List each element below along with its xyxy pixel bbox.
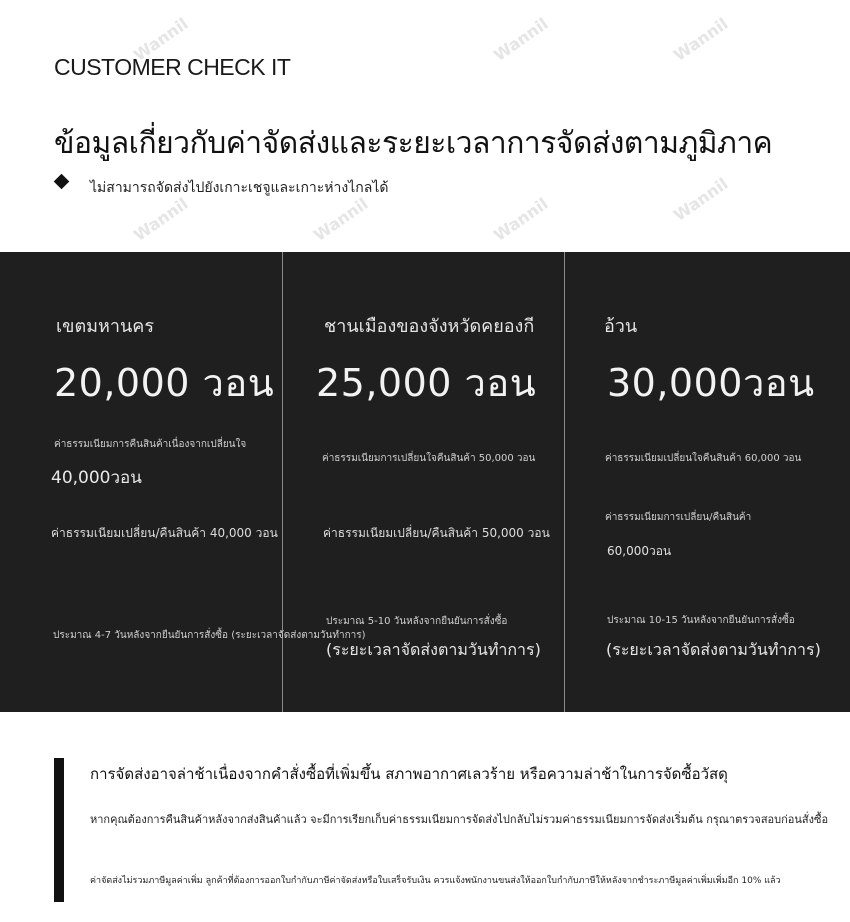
delivery-note: (ระยะเวลาจัดส่งตามวันทำการ) [326,640,541,659]
diamond-bullet-icon [54,174,70,190]
watermark: Wannil [130,194,192,245]
watermark: Wannil [490,194,552,245]
delivery-time: ประมาณ 4-7 วันหลังจากยืนยันการสั่งซื้อ (ระยะเวลาจัดส่งตามวันทำการ) [53,630,366,641]
watermark: Wannil [130,14,192,65]
return-fee-label: ค่าธรรมเนียมเปลี่ยนใจคืนสินค้า 60,000 วอน [605,453,802,464]
exchange-fee: ค่าธรรมเนียมเปลี่ยน/คืนสินค้า 50,000 วอน [323,526,550,540]
notice-accent-bar [54,758,64,902]
delivery-note: (ระยะเวลาจัดส่งตามวันทำการ) [606,640,821,659]
region-fee: 30,000วอน [607,361,815,405]
brand-title: CUSTOMER CHECK IT [54,54,291,80]
watermark: Wannil [670,14,732,65]
column-divider [564,252,565,712]
return-shipping-notice: หากคุณต้องการคืนสินค้าหลังจากส่งสินค้าแล้ว จะมีการเรียกเก็บค่าธรรมเนียมการจัดส่งไปกลับไม่รวมค่าธรรมเนียมการจัดส่งเริ่มต้น กรุณาตรวจสอบก่อนสั่งซื้อ [90,813,829,826]
return-fee-label: ค่าธรรมเนียมการคืนสินค้าเนื่องจากเปลี่ยนใจ [54,439,247,450]
return-fee-amount: 40,000วอน [51,468,142,488]
exchange-fee-label: ค่าธรรมเนียมการเปลี่ยน/คืนสินค้า [605,512,752,523]
watermark: Wannil [670,174,732,225]
region-name: เขตมหานคร [56,316,154,337]
region-fee: 25,000 วอน [316,361,537,405]
delivery-time: ประมาณ 10-15 วันหลังจากยืนยันการสั่งซื้อ [607,615,795,626]
page-title: ข้อมูลเกี่ยวกับค่าจัดส่งและระยะเวลาการจัดส่งตามภูมิภาค [54,126,773,161]
region-fee: 20,000 วอน [54,361,275,405]
region-name: ชานเมืองของจังหวัดคยองกี [324,316,535,337]
column-divider [282,252,283,712]
watermark: Wannil [310,194,372,245]
exchange-fee: ค่าธรรมเนียมเปลี่ยน/คืนสินค้า 40,000 วอน [51,526,278,540]
shipping-restriction-text: ไม่สามารถจัดส่งไปยังเกาะเชจูและเกาะห่างไกลได้ [90,180,389,196]
exchange-fee-amount: 60,000วอน [607,544,672,558]
delivery-time: ประมาณ 5-10 วันหลังจากยืนยันการสั่งซื้อ [326,616,508,627]
vat-notice: ค่าจัดส่งไม่รวมภาษีมูลค่าเพิ่ม ลูกค้าที่ต้องการออกใบกำกับภาษีค่าจัดส่งหรือใบเสร็จรับเงิน ควรแจ้งพนักงานขนส่งให้ออกใบกำกับภาษีให้หลังจากชำระภาษีมูลค่าเพิ่มเพิ่มอีก 10% แล้ว [90,876,781,886]
delay-notice-title: การจัดส่งอาจล่าช้าเนื่องจากคำสั่งซื้อที่เพิ่มขึ้น สภาพอากาศเลวร้าย หรือความล่าช้าในการจัดซื้อวัสดุ [90,765,728,783]
return-fee-label: ค่าธรรมเนียมการเปลี่ยนใจคืนสินค้า 50,000 วอน [322,453,536,464]
watermark: Wannil [490,14,552,65]
region-name: อ้วน [604,316,638,337]
